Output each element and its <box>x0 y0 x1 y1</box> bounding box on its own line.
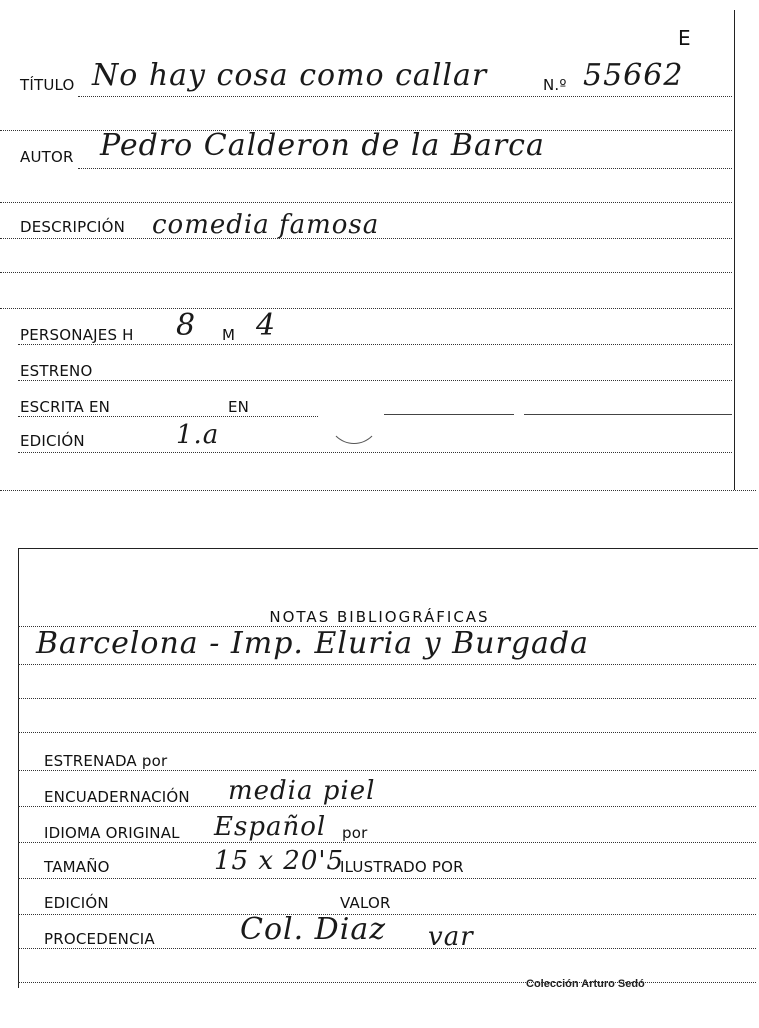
bottom-catalog-card <box>0 520 759 1028</box>
notas-title: NOTAS BIBLIOGRÁFICAS <box>269 608 490 626</box>
escrita-label: ESCRITA EN <box>20 398 111 416</box>
blank-rule-3 <box>0 272 732 273</box>
edicion-label: EDICIÓN <box>20 432 85 450</box>
blank-rule-2 <box>0 202 732 203</box>
procedencia-label: PROCEDENCIA <box>44 930 155 948</box>
notas-rule-3 <box>18 698 756 699</box>
corner-mark: E <box>678 26 691 50</box>
card-bottom-edge <box>0 490 756 491</box>
edicion2-rule <box>18 914 756 915</box>
personajes-m-value: 4 <box>256 308 277 343</box>
procedencia-rule <box>18 948 756 949</box>
tamano-label: TAMAÑO <box>44 858 110 876</box>
blank-rule-4 <box>0 308 732 309</box>
escrita-rule-right <box>524 414 732 415</box>
ilustrado-label: ILUSTRADO POR <box>340 858 464 876</box>
notas-rule-2 <box>18 664 756 665</box>
titulo-value: No hay cosa como callar <box>92 58 488 93</box>
estreno-label: ESTRENO <box>20 362 93 380</box>
descripcion-value: comedia famosa <box>152 210 380 240</box>
tamano-value: 15 x 20'5 <box>214 846 345 876</box>
autor-value: Pedro Calderon de la Barca <box>100 128 545 163</box>
card-right-edge <box>734 10 735 490</box>
numero-label: N.º <box>543 76 567 94</box>
descripcion-label: DESCRIPCIÓN <box>20 218 126 236</box>
punch-hole <box>328 392 380 444</box>
estrenada-label: ESTRENADA por <box>44 752 168 770</box>
coleccion-stamp: Colección Arturo Sedó <box>526 978 645 990</box>
idioma-por-label: por <box>342 824 368 842</box>
escrita-en-label: EN <box>228 398 250 416</box>
edicion-value: 1.a <box>176 420 220 450</box>
edicion-rule <box>18 452 732 453</box>
bottom-card-top-edge <box>18 548 758 549</box>
estreno-rule <box>18 380 732 381</box>
personajes-h-value: 8 <box>176 308 197 343</box>
idioma-value: Español <box>214 812 327 842</box>
personajes-m-label: M <box>222 326 236 344</box>
personajes-rule <box>18 344 732 345</box>
encuadernacion-rule <box>18 806 756 807</box>
encuadernacion-value: media piel <box>228 776 376 806</box>
bottom-rule-final <box>18 982 756 983</box>
escrita-rule-left <box>18 416 318 417</box>
idioma-label: IDIOMA ORIGINAL <box>44 824 180 842</box>
titulo-label: TÍTULO <box>20 76 75 94</box>
notas-value: Barcelona - Imp. Eluria y Burgada <box>36 626 590 661</box>
personajes-label: PERSONAJES H <box>20 326 134 344</box>
tamano-rule <box>18 878 756 879</box>
valor-label: VALOR <box>340 894 391 912</box>
idioma-rule <box>18 842 756 843</box>
escrita-rule-mid <box>384 414 514 415</box>
top-catalog-card <box>0 0 759 492</box>
encuadernacion-label: ENCUADERNACIÓN <box>44 788 190 806</box>
edicion2-label: EDICIÓN <box>44 894 109 912</box>
autor-label: AUTOR <box>20 148 74 166</box>
procedencia-extra-value: var <box>428 922 474 952</box>
titulo-rule <box>78 96 732 97</box>
estrenada-rule <box>18 770 756 771</box>
descripcion-rule <box>0 238 732 239</box>
numero-value: 55662 <box>583 58 684 93</box>
procedencia-value: Col. Diaz <box>240 912 387 947</box>
notas-rule-4 <box>18 732 756 733</box>
autor-rule <box>78 168 732 169</box>
